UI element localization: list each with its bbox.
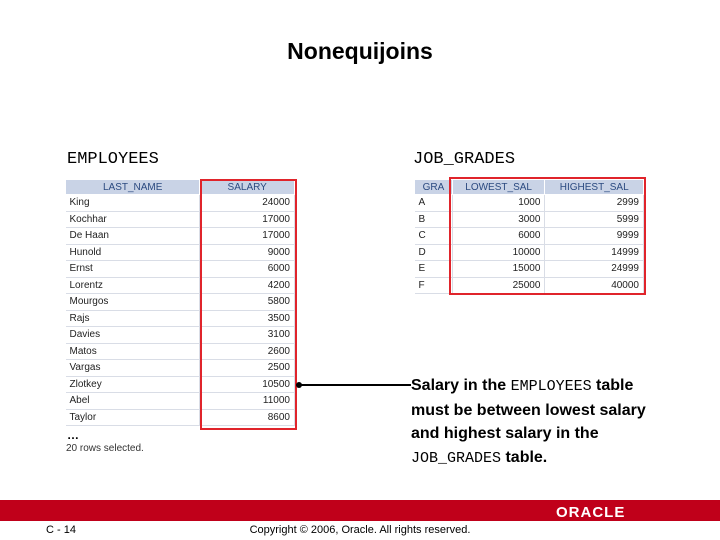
table-cell: C [415,228,453,245]
callout-code-employees: EMPLOYEES [510,378,592,395]
column-header-lowest-sal: LOWEST_SAL [452,180,545,195]
column-header-salary: SALARY [200,180,295,195]
callout-connector-dot [296,382,302,388]
table-cell: 14999 [545,244,644,261]
table-cell: 2600 [200,343,295,360]
callout-text [411,374,651,470]
table-cell: Rajs [66,310,200,327]
table-cell: 17000 [200,211,295,228]
employees-label: EMPLOYEES [67,150,159,169]
callout-connector-line [299,384,411,386]
table-cell: 17000 [200,228,295,245]
table-cell: 15000 [452,261,545,278]
salary-column-highlight [200,179,297,430]
table-cell: 40000 [545,277,644,294]
table-cell: 3500 [200,310,295,327]
rows-selected-note: 20 rows selected. [66,443,144,454]
callout-part-1: Salary in the [411,377,511,394]
table-cell: Ernst [66,261,200,278]
table-cell: Lorentz [66,277,200,294]
table-cell: 1000 [452,195,545,212]
table-cell: F [415,277,453,294]
table-cell: 10000 [452,244,545,261]
table-cell: B [415,211,453,228]
column-header-highest-sal: HIGHEST_SAL [545,180,644,195]
table-cell: 24999 [545,261,644,278]
table-cell: E [415,261,453,278]
callout-code-job-grades: JOB_GRADES [411,449,502,467]
table-cell: Taylor [66,409,200,426]
table-cell: 6000 [452,228,545,245]
table-cell: 3000 [452,211,545,228]
table-cell: 24000 [200,195,295,212]
table-cell: Vargas [66,360,200,377]
salary-range-highlight [449,177,646,295]
column-header-gra: GRA [415,180,453,195]
table-cell: A [415,195,453,212]
table-cell: 6000 [200,261,295,278]
copyright-text: Copyright © 2006, Oracle. All rights reserved. [249,524,471,536]
table-cell: Mourgos [66,294,200,311]
callout-part-3: table. [501,448,548,466]
table-cell: De Haan [66,228,200,245]
job-grades-label: JOB_GRADES [413,150,516,169]
table-cell: 11000 [200,393,295,410]
table-cell: 5999 [545,211,644,228]
table-cell: 2999 [545,195,644,212]
table-cell: 2500 [200,360,295,377]
table-cell: 9000 [200,244,295,261]
table-cell: King [66,195,200,212]
column-header-last-name: LAST_NAME [66,180,200,195]
table-cell: 10500 [200,376,295,393]
more-rows-ellipsis: … [67,428,80,442]
slide-title: Nonequijoins [287,38,433,64]
page-number: C - 14 [46,524,76,536]
table-cell: D [415,244,453,261]
table-cell: 5800 [200,294,295,311]
table-cell: 4200 [200,277,295,294]
table-cell: Abel [66,393,200,410]
table-cell: 8600 [200,409,295,426]
table-cell: 9999 [545,228,644,245]
table-cell: 25000 [452,277,545,294]
callout-part-2: table must be between lowest salary and highest salary in the [411,377,646,442]
table-cell: Davies [66,327,200,344]
table-cell: Zlotkey [66,376,200,393]
oracle-logo: ORACLE [556,504,626,521]
table-cell: Hunold [66,244,200,261]
table-cell: Kochhar [66,211,200,228]
table-cell: 3100 [200,327,295,344]
table-cell: Matos [66,343,200,360]
